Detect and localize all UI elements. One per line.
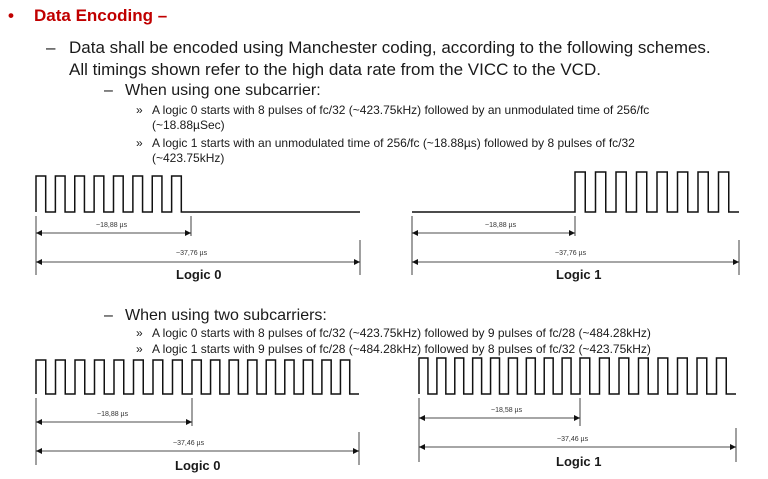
rule-marker: » (136, 103, 143, 117)
intro-line-2: All timings shown refer to the high data rate from the VICC to the VCD. (69, 60, 601, 79)
one-sub-rule0-line1: A logic 0 starts with 8 pulses of fc/32 (~423.75kHz) followed by an unmodulated time of 256/fc (152, 103, 650, 117)
diagram-one-sub-logic0 (36, 176, 360, 275)
arrowheads (36, 419, 359, 454)
full-time-label: ~37,46 µs (173, 440, 205, 447)
waveform-two-sub-logic0 (36, 360, 359, 394)
diagram-one-sub-logic1 (412, 172, 739, 275)
arrowheads (419, 415, 736, 450)
intro-line-1: Data shall be encoded using Manchester coding, according to the following schemes. (69, 38, 711, 57)
rule-marker: » (136, 136, 143, 150)
arrowheads (412, 230, 739, 265)
one-sub-rule1-line1: A logic 1 starts with an unmodulated time of 256/fc (~18.88µs) followed by 8 pulses of fc/32 (152, 136, 635, 150)
two-sub-rule0: A logic 0 starts with 8 pulses of fc/32 (~423.75kHz) followed by 9 pulses of fc/28 (~484.28kHz) (152, 326, 651, 340)
one-sub-rule1-line2: (~423.75kHz) (152, 151, 225, 165)
two-subcarriers-heading: When using two subcarriers: (125, 307, 327, 324)
rule-marker: » (136, 326, 143, 340)
arrowheads (36, 230, 360, 265)
logic1-caption: Logic 1 (556, 267, 602, 282)
logic1-caption: Logic 1 (556, 454, 602, 469)
half-time-label: ~18,88 µs (485, 222, 517, 229)
half-time-label: ~18,88 µs (97, 411, 129, 418)
one-subcarrier-dash: – (104, 82, 113, 99)
waveform-one-sub-logic0 (36, 176, 360, 212)
logic0-caption: Logic 0 (176, 267, 222, 282)
full-time-label: ~37,76 µs (555, 250, 587, 257)
half-time-label: ~18,88 µs (96, 222, 128, 229)
full-time-label: ~37,46 µs (557, 436, 589, 443)
waveform-two-sub-logic1 (419, 358, 736, 394)
intro-dash: – (46, 38, 56, 57)
two-subcarriers-dash: – (104, 307, 113, 324)
one-subcarrier-heading: When using one subcarrier: (125, 82, 321, 99)
waveform-one-sub-logic1 (412, 172, 739, 212)
logic0-caption: Logic 0 (175, 458, 221, 473)
half-time-label: ~18,58 µs (491, 407, 523, 414)
two-sub-rule1: A logic 1 starts with 9 pulses of fc/28 (~484.28kHz) followed by 8 pulses of fc/32 (~423.75kHz) (152, 342, 651, 356)
heading-bullet: • (8, 6, 14, 25)
diagram-two-sub-logic1 (419, 358, 736, 462)
section-title: Data Encoding – (34, 6, 168, 25)
diagram-two-sub-logic0 (36, 360, 359, 465)
full-time-label: ~37,76 µs (176, 250, 208, 257)
rule-marker: » (136, 342, 143, 356)
one-sub-rule0-line2: (~18.88µSec) (152, 118, 225, 132)
